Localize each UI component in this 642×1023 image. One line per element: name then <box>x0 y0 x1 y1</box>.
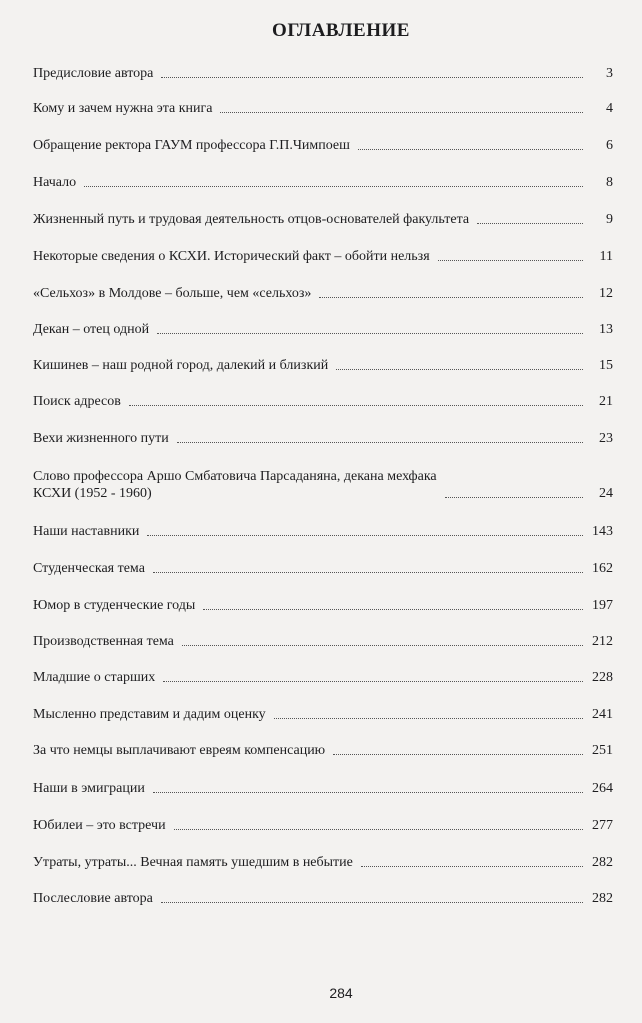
toc-entry-page: 12 <box>599 286 613 301</box>
toc-entry-label: Утраты, утраты... Вечная память ушедшим в небытие <box>33 855 353 870</box>
dot-leader <box>333 754 583 755</box>
toc-entry <box>33 211 613 228</box>
toc-entry-page: 282 <box>592 855 613 870</box>
toc-entry-label: Послесловие автора <box>33 891 153 906</box>
toc-entry-page: 23 <box>599 431 613 446</box>
toc-entry-label: Младшие о старших <box>33 670 156 685</box>
toc-entry <box>33 174 613 191</box>
dot-leader <box>129 405 583 406</box>
page-number: 284 <box>329 985 353 1001</box>
toc-entry-page: 15 <box>599 358 613 373</box>
dot-leader <box>220 112 583 113</box>
toc-entry-page: 241 <box>592 707 613 722</box>
dot-leader <box>445 497 583 498</box>
toc-entry-label: Некоторые сведения о КСХИ. Исторический факт – обойти нельзя <box>33 249 430 264</box>
toc-entry <box>33 854 613 871</box>
toc-entry <box>33 248 613 265</box>
toc-entry-page: 21 <box>599 394 613 409</box>
toc-entry-label: Студенческая тема <box>33 561 145 576</box>
toc-entry <box>33 817 613 834</box>
toc-entry <box>33 523 613 540</box>
dot-leader <box>153 792 583 793</box>
toc-entry <box>33 780 613 797</box>
dot-leader <box>157 333 583 334</box>
toc-entry-page: 264 <box>592 781 613 796</box>
toc-entry <box>33 393 613 410</box>
toc-entry-page: 197 <box>592 598 613 613</box>
toc-entry-label: Жизненный путь и трудовая деятельность отцов-основателей факультета <box>33 212 470 227</box>
toc-entry-label-line2: КСХИ (1952 - 1960) <box>33 486 152 501</box>
dot-leader <box>161 77 583 78</box>
toc-entry-label: Кишинев – наш родной город, далекий и близкий <box>33 358 329 373</box>
toc-entry-page: 143 <box>592 524 613 539</box>
toc-entry <box>33 321 613 338</box>
toc-entry <box>33 468 613 502</box>
toc-entry-label: Обращение ректора ГАУМ профессора Г.П.Чимпоеш <box>33 138 350 153</box>
dot-leader <box>336 369 583 370</box>
toc-entry-page: 282 <box>592 891 613 906</box>
toc-entry-label: Мысленно представим и дадим оценку <box>33 707 266 722</box>
toc-entry-label: Начало <box>33 175 77 190</box>
toc-entry-label: Кому и зачем нужна эта книга <box>33 101 213 116</box>
dot-leader <box>163 681 583 682</box>
toc-entry <box>33 706 613 723</box>
dot-leader <box>319 297 583 298</box>
toc-entry <box>33 100 613 117</box>
toc-entry <box>33 285 613 302</box>
dot-leader <box>477 223 583 224</box>
page-title: ОГЛАВЛЕНИЕ <box>272 20 410 41</box>
toc-entry-page: 8 <box>606 175 613 190</box>
dot-leader <box>361 866 583 867</box>
toc-entry-page: 9 <box>606 212 613 227</box>
toc-entry-label: Наши наставники <box>33 524 140 539</box>
toc-entry-page: 162 <box>592 561 613 576</box>
toc-entry-label: Вехи жизненного пути <box>33 431 169 446</box>
toc-entry <box>33 357 613 374</box>
toc-entry <box>33 890 613 907</box>
toc-entry <box>33 430 613 447</box>
toc-entry-label: Поиск адресов <box>33 394 121 409</box>
dot-leader <box>438 260 583 261</box>
toc-entry <box>33 669 613 686</box>
toc-entry <box>33 633 613 650</box>
dot-leader <box>153 572 583 573</box>
toc-entry-label: Декан – отец одной <box>33 322 150 337</box>
toc-entry-label <box>33 468 437 502</box>
dot-leader <box>182 645 583 646</box>
toc-entry <box>33 742 613 759</box>
toc-entry-label: Наши в эмиграции <box>33 781 145 796</box>
dot-leader <box>161 902 583 903</box>
toc-entry <box>33 597 613 614</box>
toc-entry-label: Производственная тема <box>33 634 174 649</box>
toc-entry-page: 13 <box>599 322 613 337</box>
dot-leader <box>358 149 583 150</box>
dot-leader <box>203 609 583 610</box>
dot-leader <box>274 718 583 719</box>
toc-entry-label-line1: Слово профессора Аршо Смбатовича Парсаданяна, декана мехфака <box>33 469 437 484</box>
toc-entry-page: 4 <box>606 101 613 116</box>
toc-entry-page: 3 <box>606 66 613 81</box>
toc-entry-label: Предисловие автора <box>33 66 154 81</box>
toc-entry-label: «Сельхоз» в Молдове – больше, чем «сельхоз» <box>33 286 312 301</box>
toc-entry-page: 212 <box>592 634 613 649</box>
dot-leader <box>174 829 583 830</box>
toc-entry-page: 6 <box>606 138 613 153</box>
toc-entry-label: Юмор в студенческие годы <box>33 598 196 613</box>
toc-entry-page: 11 <box>599 249 613 264</box>
dot-leader <box>84 186 583 187</box>
toc-entry-label: Юбилеи – это встречи <box>33 818 166 833</box>
toc-entry-page: 277 <box>592 818 613 833</box>
toc-entry-page: 24 <box>599 486 613 501</box>
toc-entry-page: 228 <box>592 670 613 685</box>
toc-entry-page: 251 <box>592 743 613 758</box>
dot-leader <box>147 535 583 536</box>
toc-entry <box>33 137 613 154</box>
toc-entry <box>33 65 613 82</box>
dot-leader <box>177 442 583 443</box>
toc-entry <box>33 560 613 577</box>
toc-entry-label: За что немцы выплачивают евреям компенсацию <box>33 743 326 758</box>
